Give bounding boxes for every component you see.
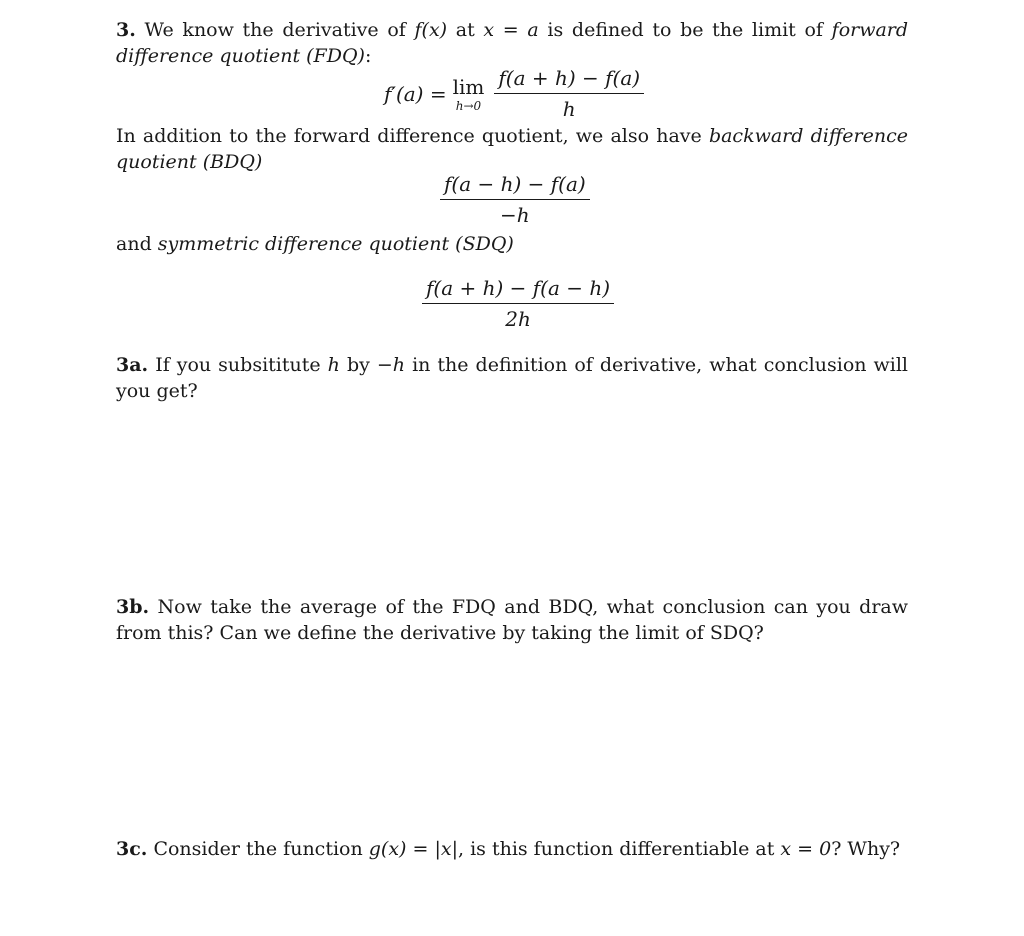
q3-text-3: is defined to be the limit of — [547, 19, 823, 41]
formula-fdq — [384, 66, 648, 121]
q3-fx: f(x) — [414, 19, 448, 41]
q3a — [116, 352, 908, 404]
formula-fdq-lim: lim — [452, 75, 485, 99]
formula-fdq-fraction — [494, 66, 644, 121]
sdq-intro — [116, 231, 908, 257]
q3-text-2: at — [455, 19, 475, 41]
formula-sdq-fraction — [422, 276, 614, 331]
bdq-intro-text: In addition to the forward difference quotient, we also have — [116, 125, 702, 147]
q3c-label: 3c. — [116, 838, 148, 860]
q3c-text-1: Consider the function — [153, 838, 363, 860]
q3-intro — [116, 17, 908, 69]
formula-fdq-lhs: f′(a) = — [384, 81, 447, 106]
q3a-text-1: If you subsititute — [155, 354, 321, 376]
q3-colon: : — [364, 45, 372, 67]
formula-fdq-limit — [453, 75, 485, 112]
formula-sdq-numerator: f(a + h) − f(a − h) — [422, 276, 614, 304]
q3a-label: 3a. — [116, 354, 149, 376]
q3c-text-3: ? Why? — [831, 838, 901, 860]
q3b — [116, 594, 908, 646]
q3a-neg-h: −h — [376, 354, 406, 376]
formula-sdq-denominator: 2h — [505, 307, 531, 331]
q3-x-eq-a: x = a — [483, 19, 539, 41]
sdq-name: symmetric difference quotient (SDQ) — [157, 233, 514, 255]
q3b-text: Now take the average of the FDQ and BDQ, what conclusion can you draw from this? Can we define the derivative by taking the limit of SDQ? — [116, 596, 908, 644]
formula-fdq-lim-sub: h→0 — [455, 99, 482, 113]
q3a-h: h — [327, 354, 340, 376]
q3a-text-2: by — [346, 354, 370, 376]
bdq-name: backward difference quotient (BDQ) — [116, 125, 908, 173]
formula-bdq-fraction — [440, 172, 590, 227]
q3c — [116, 836, 908, 862]
q3a-text-3: in the definition of derivative, what conclusion will you get? — [116, 354, 909, 402]
q3c-text-2: , is this function differentiable at — [458, 838, 775, 860]
q3c-gx: g(x) = |x| — [368, 838, 458, 860]
formula-fdq-denominator: h — [562, 97, 576, 121]
q3-text-1: We know the derivative of — [144, 19, 406, 41]
formula-bdq-denominator: −h — [500, 203, 530, 227]
bdq-intro — [116, 123, 908, 175]
q3b-label: 3b. — [116, 596, 150, 618]
q3-fdq-name: forward difference quotient (FDQ) — [116, 19, 909, 67]
formula-fdq-numerator: f(a + h) − f(a) — [494, 66, 644, 94]
formula-sdq — [418, 276, 618, 331]
q3-number: 3. — [116, 19, 136, 41]
sdq-intro-text: and — [116, 233, 152, 255]
q3c-x-eq-0: x = 0 — [780, 838, 832, 860]
formula-bdq-numerator: f(a − h) − f(a) — [440, 172, 590, 200]
formula-bdq — [436, 172, 594, 227]
